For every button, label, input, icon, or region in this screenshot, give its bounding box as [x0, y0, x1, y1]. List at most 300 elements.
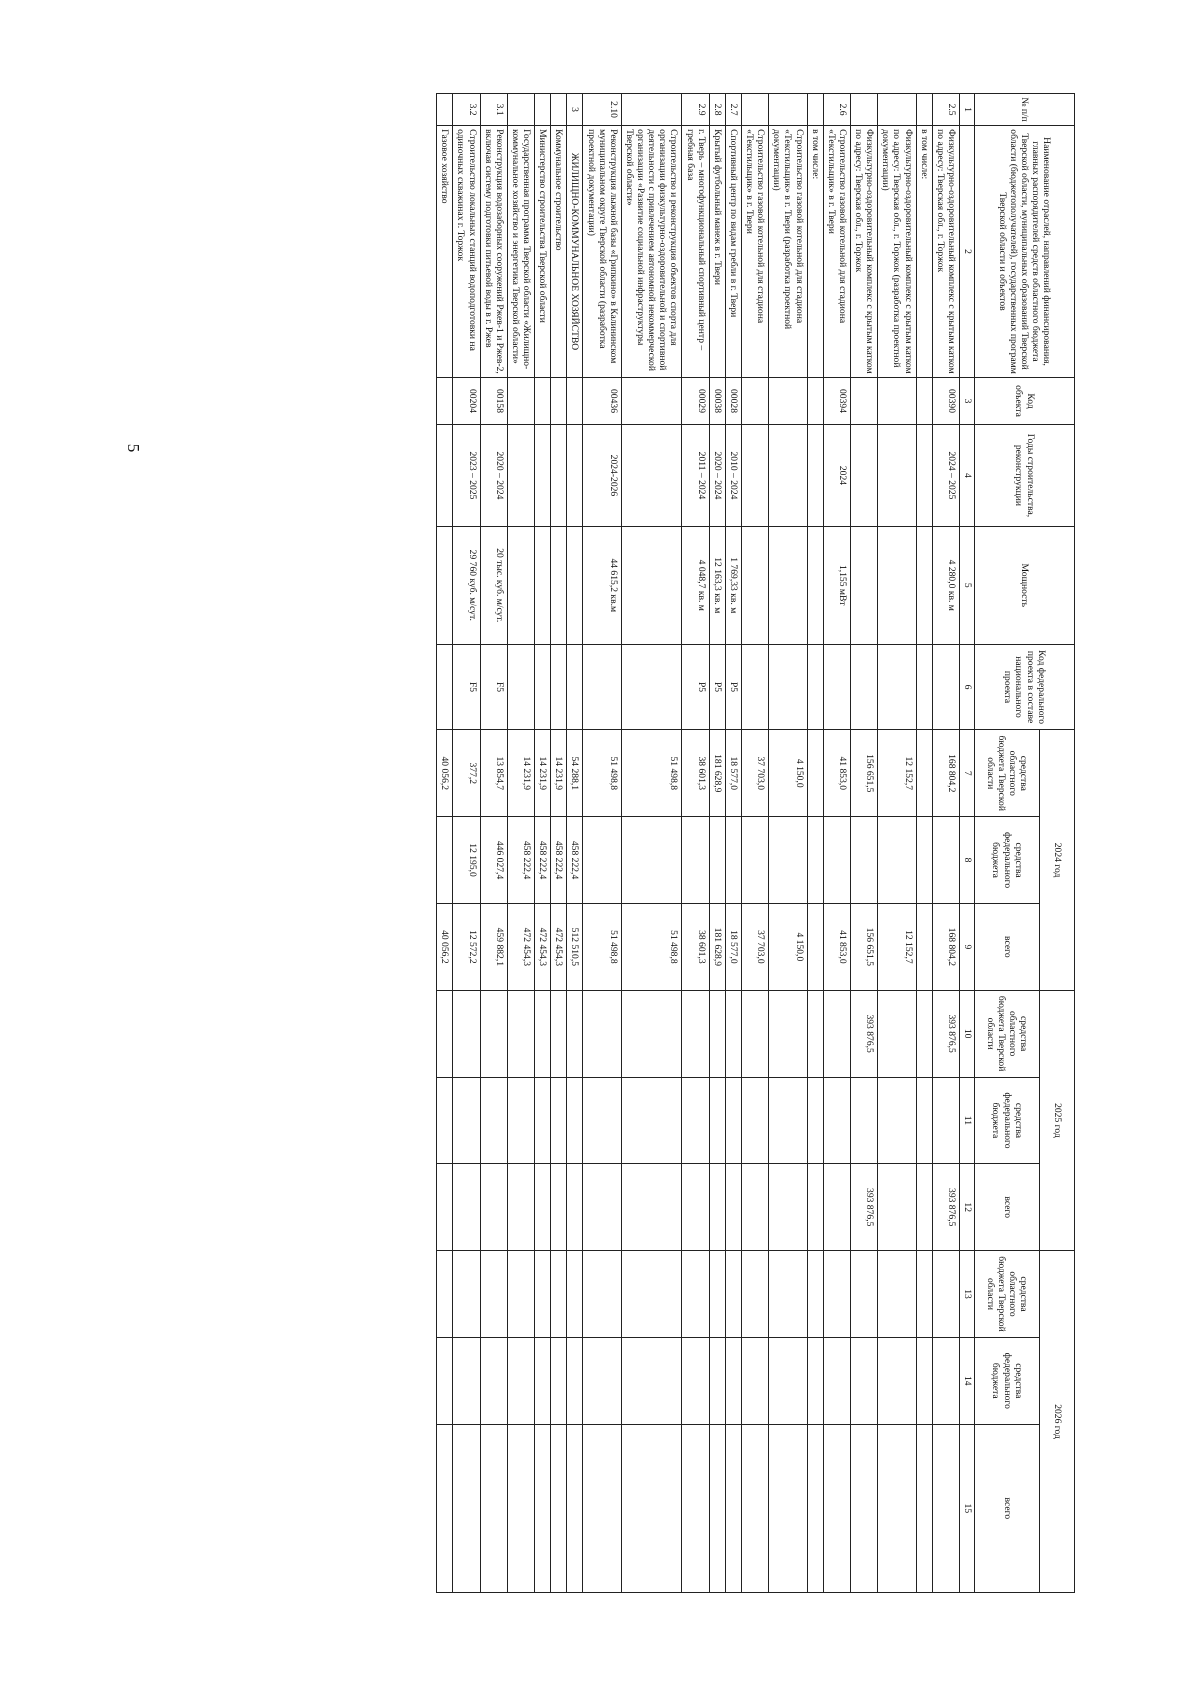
cell-2026-total — [621, 1424, 682, 1592]
cell-2026-regional — [932, 1251, 959, 1338]
row-capacity — [769, 526, 807, 644]
row-name: г. Тверь – многофункциональный спортивный центр – гребная база — [682, 126, 709, 378]
cell-2024-federal — [916, 817, 932, 904]
column-number: 9 — [960, 903, 975, 990]
cell-2025-total — [742, 1164, 769, 1251]
cell-2025-federal — [916, 1077, 932, 1164]
row-number — [621, 94, 682, 126]
cell-2024-regional: 156 651,5 — [851, 730, 878, 817]
cell-2024-federal — [851, 817, 878, 904]
column-number: 2 — [960, 126, 975, 378]
row-object-code — [916, 377, 932, 424]
cell-2024-total: 512 510,5 — [567, 903, 583, 990]
cell-2024-federal — [621, 817, 682, 904]
cell-2025-total — [682, 1164, 709, 1251]
row-object-code: 00436 — [583, 377, 621, 424]
row-years — [769, 425, 807, 527]
table-row — [878, 94, 916, 1593]
column-number: 4 — [960, 425, 975, 527]
row-object-code — [567, 377, 583, 424]
row-object-code: 00394 — [823, 377, 850, 424]
cell-2025-regional — [621, 990, 682, 1077]
row-years — [507, 425, 534, 527]
cell-2026-federal — [709, 1337, 725, 1424]
row-years — [551, 425, 567, 527]
cell-2026-federal — [725, 1337, 741, 1424]
cell-2024-federal: 458 222,4 — [567, 817, 583, 904]
row-name: Строительство газовой котельной для стадиона «Текстильщик» в г. Твери — [823, 126, 850, 378]
row-number: 3.1 — [480, 94, 507, 126]
cell-2026-federal — [480, 1337, 507, 1424]
cell-2024-total: 37 703,0 — [742, 903, 769, 990]
header-2024: 2024 год — [1040, 730, 1075, 990]
row-number — [535, 94, 551, 126]
header-2025-federal: средства федерального бюджета — [975, 1077, 1040, 1164]
cell-2024-total: 12 572,2 — [453, 903, 480, 990]
cell-2024-total: 4 150,0 — [769, 903, 807, 990]
row-name: Газовое хозяйство — [437, 126, 453, 378]
cell-2025-federal — [621, 1077, 682, 1164]
cell-2026-regional — [823, 1251, 850, 1338]
row-capacity: 4 280,0 кв. м — [932, 526, 959, 644]
header-2026-regional: средства областного бюджета Тверской области — [975, 1251, 1040, 1338]
row-number — [437, 94, 453, 126]
row-name: в том числе: — [916, 126, 932, 378]
cell-2024-regional: 181 628,9 — [709, 730, 725, 817]
row-capacity — [551, 526, 567, 644]
cell-2026-federal — [583, 1337, 621, 1424]
cell-2026-total — [682, 1424, 709, 1592]
cell-2026-regional — [551, 1251, 567, 1338]
cell-2025-federal — [453, 1077, 480, 1164]
table-row — [725, 94, 741, 1593]
cell-2026-regional — [682, 1251, 709, 1338]
cell-2025-total — [535, 1164, 551, 1251]
row-federal-project-code — [807, 644, 823, 730]
cell-2025-regional — [769, 990, 807, 1077]
table-row — [621, 94, 682, 1593]
row-name: Физкультурно-оздоровительный комплекс с крытым катком по адресу: Тверская обл., г. Торжок — [932, 126, 959, 378]
cell-2024-federal: 446 027,4 — [480, 817, 507, 904]
table-row — [551, 94, 567, 1593]
column-number: 10 — [960, 990, 975, 1077]
column-number: 15 — [960, 1424, 975, 1592]
cell-2024-regional: 18 577,0 — [725, 730, 741, 817]
cell-2024-regional: 38 601,3 — [682, 730, 709, 817]
cell-2026-federal — [682, 1337, 709, 1424]
cell-2025-total: 393 876,5 — [851, 1164, 878, 1251]
cell-2025-total: 393 876,5 — [932, 1164, 959, 1251]
cell-2025-regional: 393 876,5 — [932, 990, 959, 1077]
cell-2025-federal — [551, 1077, 567, 1164]
row-number: 3 — [567, 94, 583, 126]
row-years: 2020 – 2024 — [480, 425, 507, 527]
cell-2025-total — [823, 1164, 850, 1251]
cell-2024-federal — [823, 817, 850, 904]
row-number — [507, 94, 534, 126]
cell-2025-federal — [769, 1077, 807, 1164]
row-federal-project-code — [932, 644, 959, 730]
row-object-code — [507, 377, 534, 424]
row-name: Физкультурно-оздоровительный комплекс с крытым катком по адресу: Тверская обл., г. Торжок (разработка проектной документации) — [878, 126, 916, 378]
cell-2025-total — [621, 1164, 682, 1251]
cell-2025-regional — [567, 990, 583, 1077]
cell-2026-regional — [709, 1251, 725, 1338]
row-federal-project-code: F5 — [480, 644, 507, 730]
row-number: 3.2 — [453, 94, 480, 126]
row-name: в том числе: — [807, 126, 823, 378]
row-object-code — [742, 377, 769, 424]
row-object-code — [878, 377, 916, 424]
row-federal-project-code — [769, 644, 807, 730]
cell-2026-federal — [567, 1337, 583, 1424]
row-object-code — [807, 377, 823, 424]
cell-2024-regional: 168 804,2 — [932, 730, 959, 817]
cell-2026-total — [709, 1424, 725, 1592]
row-federal-project-code — [583, 644, 621, 730]
cell-2026-total — [507, 1424, 534, 1592]
cell-2024-total: 168 804,2 — [932, 903, 959, 990]
cell-2025-federal — [823, 1077, 850, 1164]
cell-2025-regional — [682, 990, 709, 1077]
row-name: Строительство газовой котельной для стадиона «Текстильщик» в г. Твери — [742, 126, 769, 378]
cell-2026-regional — [437, 1251, 453, 1338]
cell-2025-total — [567, 1164, 583, 1251]
cell-2026-total — [480, 1424, 507, 1592]
column-number: 7 — [960, 730, 975, 817]
row-capacity — [437, 526, 453, 644]
cell-2025-federal — [742, 1077, 769, 1164]
cell-2026-regional — [507, 1251, 534, 1338]
cell-2025-total — [551, 1164, 567, 1251]
cell-2025-federal — [725, 1077, 741, 1164]
table-row — [567, 94, 583, 1593]
cell-2024-federal — [807, 817, 823, 904]
column-number: 14 — [960, 1337, 975, 1424]
row-number: 2.9 — [682, 94, 709, 126]
cell-2024-regional: 14 231,9 — [551, 730, 567, 817]
row-years — [437, 425, 453, 527]
cell-2024-regional: 4 150,0 — [769, 730, 807, 817]
cell-2024-federal — [932, 817, 959, 904]
cell-2026-total — [807, 1424, 823, 1592]
table-row — [769, 94, 807, 1593]
cell-2025-total — [583, 1164, 621, 1251]
construction-finance-table — [436, 93, 1075, 1593]
cell-2025-regional — [453, 990, 480, 1077]
row-capacity — [507, 526, 534, 644]
cell-2025-total — [437, 1164, 453, 1251]
cell-2026-total — [932, 1424, 959, 1592]
table-row — [932, 94, 959, 1593]
row-federal-project-code — [567, 644, 583, 730]
cell-2024-regional: 13 854,7 — [480, 730, 507, 817]
row-capacity — [807, 526, 823, 644]
cell-2025-regional — [583, 990, 621, 1077]
row-federal-project-code: P5 — [709, 644, 725, 730]
table-row — [682, 94, 709, 1593]
header-2026-federal: средства федерального бюджета — [975, 1337, 1040, 1424]
cell-2026-total — [583, 1424, 621, 1592]
row-capacity: 29 760 куб. м/сут. — [453, 526, 480, 644]
table-body — [437, 94, 960, 1593]
cell-2026-federal — [742, 1337, 769, 1424]
row-capacity: 12 163,3 кв. м — [709, 526, 725, 644]
column-number: 3 — [960, 377, 975, 424]
cell-2024-regional: 14 231,9 — [535, 730, 551, 817]
row-federal-project-code — [507, 644, 534, 730]
cell-2026-federal — [453, 1337, 480, 1424]
cell-2026-total — [823, 1424, 850, 1592]
row-name: Спортивный центр по видам гребли в г. Твери — [725, 126, 741, 378]
cell-2026-federal — [535, 1337, 551, 1424]
row-number — [851, 94, 878, 126]
cell-2026-regional — [583, 1251, 621, 1338]
row-years: 2024-2026 — [583, 425, 621, 527]
cell-2024-federal — [583, 817, 621, 904]
row-object-code: 00158 — [480, 377, 507, 424]
cell-2025-regional — [535, 990, 551, 1077]
cell-2026-total — [725, 1424, 741, 1592]
cell-2026-federal — [437, 1337, 453, 1424]
cell-2024-total: 472 454,3 — [535, 903, 551, 990]
row-federal-project-code — [551, 644, 567, 730]
cell-2025-regional — [507, 990, 534, 1077]
row-years: 2011 – 2024 — [682, 425, 709, 527]
table-row — [437, 94, 453, 1593]
cell-2025-federal — [437, 1077, 453, 1164]
cell-2024-total: 472 454,3 — [507, 903, 534, 990]
row-object-code — [535, 377, 551, 424]
cell-2026-total — [567, 1424, 583, 1592]
row-name: ЖИЛИЩНО-КОММУНАЛЬНОЕ ХОЗЯЙСТВО — [567, 126, 583, 378]
column-number: 13 — [960, 1251, 975, 1338]
table-row — [535, 94, 551, 1593]
cell-2024-total: 41 853,0 — [823, 903, 850, 990]
cell-2025-federal — [583, 1077, 621, 1164]
cell-2026-regional — [453, 1251, 480, 1338]
cell-2026-regional — [742, 1251, 769, 1338]
row-years — [535, 425, 551, 527]
cell-2025-total — [709, 1164, 725, 1251]
row-number: 2.7 — [725, 94, 741, 126]
cell-2025-total — [480, 1164, 507, 1251]
cell-2024-total: 12 152,7 — [878, 903, 916, 990]
header-2025: 2025 год — [1040, 990, 1075, 1250]
cell-2026-regional — [621, 1251, 682, 1338]
cell-2025-regional — [709, 990, 725, 1077]
row-object-code: 00028 — [725, 377, 741, 424]
row-federal-project-code — [535, 644, 551, 730]
header-name: Наименование отраслей, направлений финансирования, главных распорядителей средств областного бюджета Тверской области, муниципальных образований Тверской области (бюджетополучателей), государственных программ Тверской области и объектов — [975, 126, 1075, 378]
cell-2025-total — [807, 1164, 823, 1251]
cell-2024-total: 181 628,9 — [709, 903, 725, 990]
row-federal-project-code — [878, 644, 916, 730]
table-row — [709, 94, 725, 1593]
cell-2024-regional: 41 853,0 — [823, 730, 850, 817]
cell-2024-regional: 40 056,2 — [437, 730, 453, 817]
cell-2026-total — [916, 1424, 932, 1592]
header-2026: 2026 год — [1040, 1251, 1075, 1593]
row-name: Строительство и реконструкция объектов спорта для организации физкультурно-оздоровительной и спортивной деятельности с привлечением автономной некоммерческой организации «Развитие социальной инфраструктуры Тверской области» — [621, 126, 682, 378]
cell-2025-regional — [823, 990, 850, 1077]
row-capacity — [742, 526, 769, 644]
page-number: 5 — [124, 443, 143, 453]
row-capacity: 4 048,7 кв. м — [682, 526, 709, 644]
row-name: Реконструкция водозаборных сооружений Ржев-1 и Ржев-2, включая систему подготовки питьевой воды в г. Ржев — [480, 126, 507, 378]
cell-2024-regional: 12 152,7 — [878, 730, 916, 817]
cell-2024-total: 40 056,2 — [437, 903, 453, 990]
cell-2025-total — [725, 1164, 741, 1251]
cell-2026-total — [769, 1424, 807, 1592]
cell-2024-total — [807, 903, 823, 990]
cell-2025-regional — [807, 990, 823, 1077]
cell-2026-federal — [932, 1337, 959, 1424]
cell-2024-regional — [916, 730, 932, 817]
cell-2026-federal — [823, 1337, 850, 1424]
cell-2026-total — [851, 1424, 878, 1592]
row-years — [567, 425, 583, 527]
cell-2024-regional: 54 288,1 — [567, 730, 583, 817]
cell-2024-total: 51 498,8 — [621, 903, 682, 990]
cell-2025-regional — [725, 990, 741, 1077]
row-object-code — [621, 377, 682, 424]
cell-2024-federal — [709, 817, 725, 904]
row-number — [916, 94, 932, 126]
table-row — [851, 94, 878, 1593]
row-name: Государственная программа Тверской области «Жилищно-коммунальное хозяйство и энергетика Тверской области» — [507, 126, 534, 378]
header-2025-regional: средства областного бюджета Тверской области — [975, 990, 1040, 1077]
row-object-code — [851, 377, 878, 424]
cell-2024-regional: 14 231,9 — [507, 730, 534, 817]
cell-2024-total: 18 577,0 — [725, 903, 741, 990]
row-years — [621, 425, 682, 527]
cell-2025-total — [507, 1164, 534, 1251]
row-capacity — [567, 526, 583, 644]
cell-2025-federal — [932, 1077, 959, 1164]
column-number: 5 — [960, 526, 975, 644]
row-object-code — [437, 377, 453, 424]
cell-2025-total — [878, 1164, 916, 1251]
cell-2024-federal — [878, 817, 916, 904]
row-name: Реконструкция лыжной базы «Грипкино» в Калининском муниципальном округе Тверской области (разработка проектной документации) — [583, 126, 621, 378]
table-row — [583, 94, 621, 1593]
row-capacity — [851, 526, 878, 644]
cell-2025-federal — [878, 1077, 916, 1164]
cell-2024-federal — [725, 817, 741, 904]
cell-2026-federal — [851, 1337, 878, 1424]
table-row — [480, 94, 507, 1593]
row-object-code — [769, 377, 807, 424]
cell-2026-total — [878, 1424, 916, 1592]
table-row — [453, 94, 480, 1593]
table-row — [507, 94, 534, 1593]
row-years — [916, 425, 932, 527]
cell-2025-federal — [567, 1077, 583, 1164]
cell-2025-federal — [480, 1077, 507, 1164]
cell-2025-federal — [851, 1077, 878, 1164]
cell-2024-regional: 51 498,8 — [583, 730, 621, 817]
cell-2026-regional — [851, 1251, 878, 1338]
header-2024-regional: средства областного бюджета Тверской области — [975, 730, 1040, 817]
row-capacity: 20 тыс. куб. м/сут. — [480, 526, 507, 644]
row-years — [742, 425, 769, 527]
cell-2025-regional — [916, 990, 932, 1077]
cell-2024-federal: 458 222,4 — [551, 817, 567, 904]
cell-2025-regional — [742, 990, 769, 1077]
row-capacity: 44 615,2 кв.м — [583, 526, 621, 644]
cell-2026-federal — [878, 1337, 916, 1424]
column-number: 8 — [960, 817, 975, 904]
cell-2024-federal: 458 222,4 — [507, 817, 534, 904]
cell-2024-federal — [742, 817, 769, 904]
cell-2024-federal: 12 195,0 — [453, 817, 480, 904]
header-2025-total: всего — [975, 1164, 1040, 1251]
row-capacity — [535, 526, 551, 644]
cell-2025-regional — [878, 990, 916, 1077]
cell-2026-total — [535, 1424, 551, 1592]
cell-2026-regional — [878, 1251, 916, 1338]
row-federal-project-code — [742, 644, 769, 730]
row-object-code: 00204 — [453, 377, 480, 424]
row-number — [769, 94, 807, 126]
cell-2026-regional — [916, 1251, 932, 1338]
cell-2026-regional — [725, 1251, 741, 1338]
row-years: 2020 – 2024 — [709, 425, 725, 527]
cell-2026-regional — [480, 1251, 507, 1338]
cell-2025-federal — [807, 1077, 823, 1164]
row-federal-project-code — [916, 644, 932, 730]
cell-2025-regional — [551, 990, 567, 1077]
cell-2024-federal — [682, 817, 709, 904]
header-fed-code: Код федерального проекта в составе национального проекта — [975, 644, 1075, 730]
row-federal-project-code — [823, 644, 850, 730]
cell-2026-regional — [567, 1251, 583, 1338]
cell-2026-regional — [769, 1251, 807, 1338]
header-code: Код объекта — [975, 377, 1075, 424]
cell-2024-total: 51 498,8 — [583, 903, 621, 990]
row-number: 2.10 — [583, 94, 621, 126]
row-years — [878, 425, 916, 527]
row-years: 2010 – 2024 — [725, 425, 741, 527]
cell-2025-federal — [535, 1077, 551, 1164]
cell-2026-federal — [551, 1337, 567, 1424]
row-years — [807, 425, 823, 527]
cell-2026-federal — [916, 1337, 932, 1424]
header-2024-total: всего — [975, 903, 1040, 990]
header-2026-total: всего — [975, 1424, 1040, 1592]
cell-2025-federal — [682, 1077, 709, 1164]
row-object-code: 00029 — [682, 377, 709, 424]
cell-2025-total — [916, 1164, 932, 1251]
row-federal-project-code: P5 — [682, 644, 709, 730]
row-name: Строительство газовой котельной для стадиона «Текстильщик» в г. Твери (разработка проектной документации) — [769, 126, 807, 378]
cell-2026-federal — [769, 1337, 807, 1424]
row-number — [742, 94, 769, 126]
row-years: 2024 — [823, 425, 850, 527]
cell-2025-total — [769, 1164, 807, 1251]
cell-2026-federal — [621, 1337, 682, 1424]
column-number: 1 — [960, 94, 975, 126]
row-federal-project-code — [437, 644, 453, 730]
cell-2024-regional: 51 498,8 — [621, 730, 682, 817]
cell-2025-federal — [709, 1077, 725, 1164]
cell-2026-total — [551, 1424, 567, 1592]
header-years: Годы строительства, реконструкции — [975, 425, 1075, 527]
cell-2025-regional — [480, 990, 507, 1077]
rotated-table-container — [436, 93, 1075, 1593]
cell-2024-regional — [807, 730, 823, 817]
